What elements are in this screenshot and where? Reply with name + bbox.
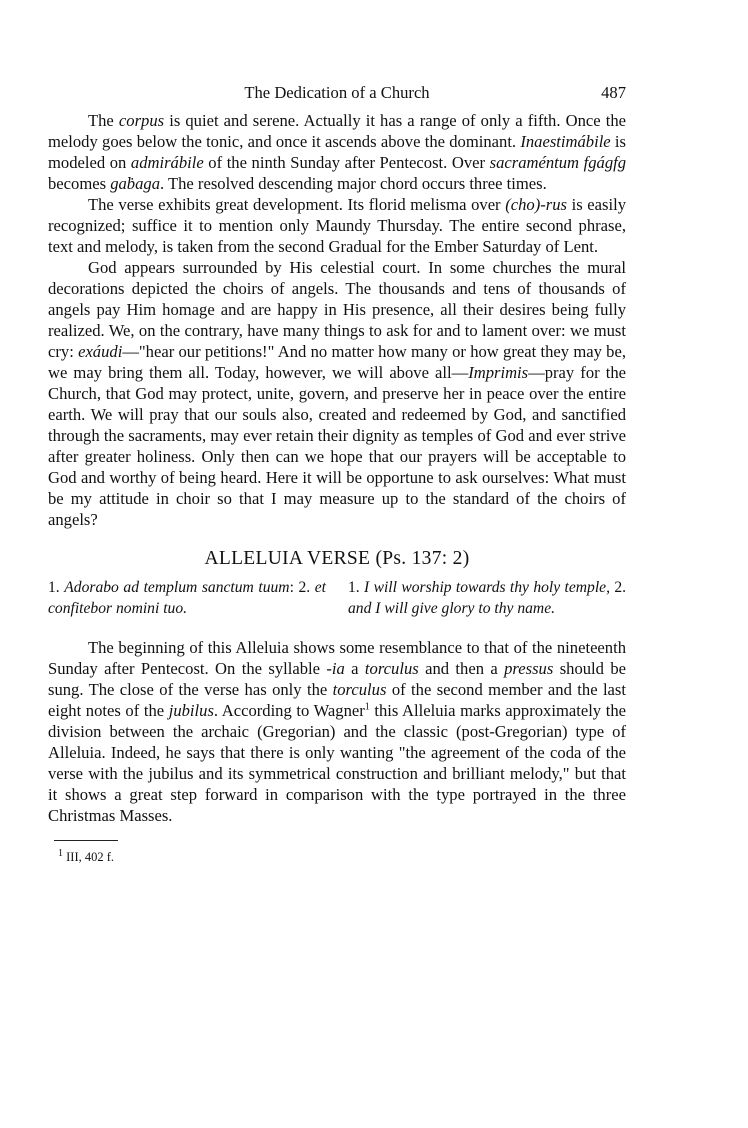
footnote-divider xyxy=(54,840,118,841)
footnote-text: III, 402 f. xyxy=(66,850,115,864)
paragraph-verse: The verse exhibits great development. Its florid melisma over (cho)-rus is easily recognized; suffice it to mention only Maundy Thursday. The entire second phrase, text and melody, is taken from the second Gradual for the Ember Saturday of Lent. xyxy=(48,195,627,256)
footnote-reference: 1 xyxy=(364,701,370,713)
verse-columns xyxy=(48,577,626,619)
running-title: The Dedication of a Church xyxy=(244,83,430,102)
footnote-mark: 1 xyxy=(58,847,63,859)
paragraph-angels: God appears surrounded by His celestial court. In some churches the mural decorations depicted the choirs of angels. The thousands and tens of thousands of angels pay Him homage and are happy in His presence, all their desires being fully realized. We, on the contrary, have many things to ask for and to lament over: we must cry: exáudi—"hear our petitions!" And no matter how many or how great they may be, we may bring them all. Today, however, we will above all—Imprimis—pray for the Church, that God may protect, unite, govern, and preserve her in peace over the entire earth. We will pray that our souls also, created and redeemed by God, and sanctified through the sacraments, may ever retain their dignity as temples of God and ever strive after greater holiness. Only then can we hope that our prayers will be acceptable to God and worthy of being heard. Here it will be opportune to ask ourselves: What must be my attitude in choir so that I may measure up to the standard of the choirs of angels? xyxy=(48,258,626,529)
footnote xyxy=(48,847,626,868)
verse-english: 1. I will worship towards thy holy temple, 2. and I will give glory to thy name. xyxy=(348,579,627,617)
paragraph-corpus: The corpus is quiet and serene. Actually it has a range of only a fifth. Once the melody goes below the tonic, and once it ascends above the dominant. Inaestimábile is modeled on admirábile of the ninth Sunday after Pentecost. Over sacraméntum fgágfg becomes gaḃaga. The resolved descending major chord occurs three times. xyxy=(48,111,627,193)
page-number: 487 xyxy=(601,83,626,102)
verse-latin: 1. Adorabo ad templum sanctum tuum: 2. et confitebor nomini tuo. xyxy=(48,579,327,617)
page xyxy=(48,82,626,868)
running-header xyxy=(48,82,626,110)
paragraph-alleluia: The beginning of this Alleluia shows some resemblance to that of the nineteenth Sunday after Pentecost. On the syllable -ia a torculus and then a pressus should be sung. The close of the verse has only the torculus of the second member and the last eight notes of the jubilus. According to Wagner$^1$ this Alleluia marks approximately the division between the archaic (Gregorian) and the classic (post-Gregorian) type of Alleluia. Indeed, he says that there is only wanting "the agreement of the coda of the verse with the jubilus and its symmetrical construction and brilliant melody," but that it shows a great step forward in comparison with the type portrayed in the three Christmas Masses. xyxy=(48,638,626,825)
section-heading: ALLELUIA VERSE (Ps. 137: 2) xyxy=(204,548,470,569)
